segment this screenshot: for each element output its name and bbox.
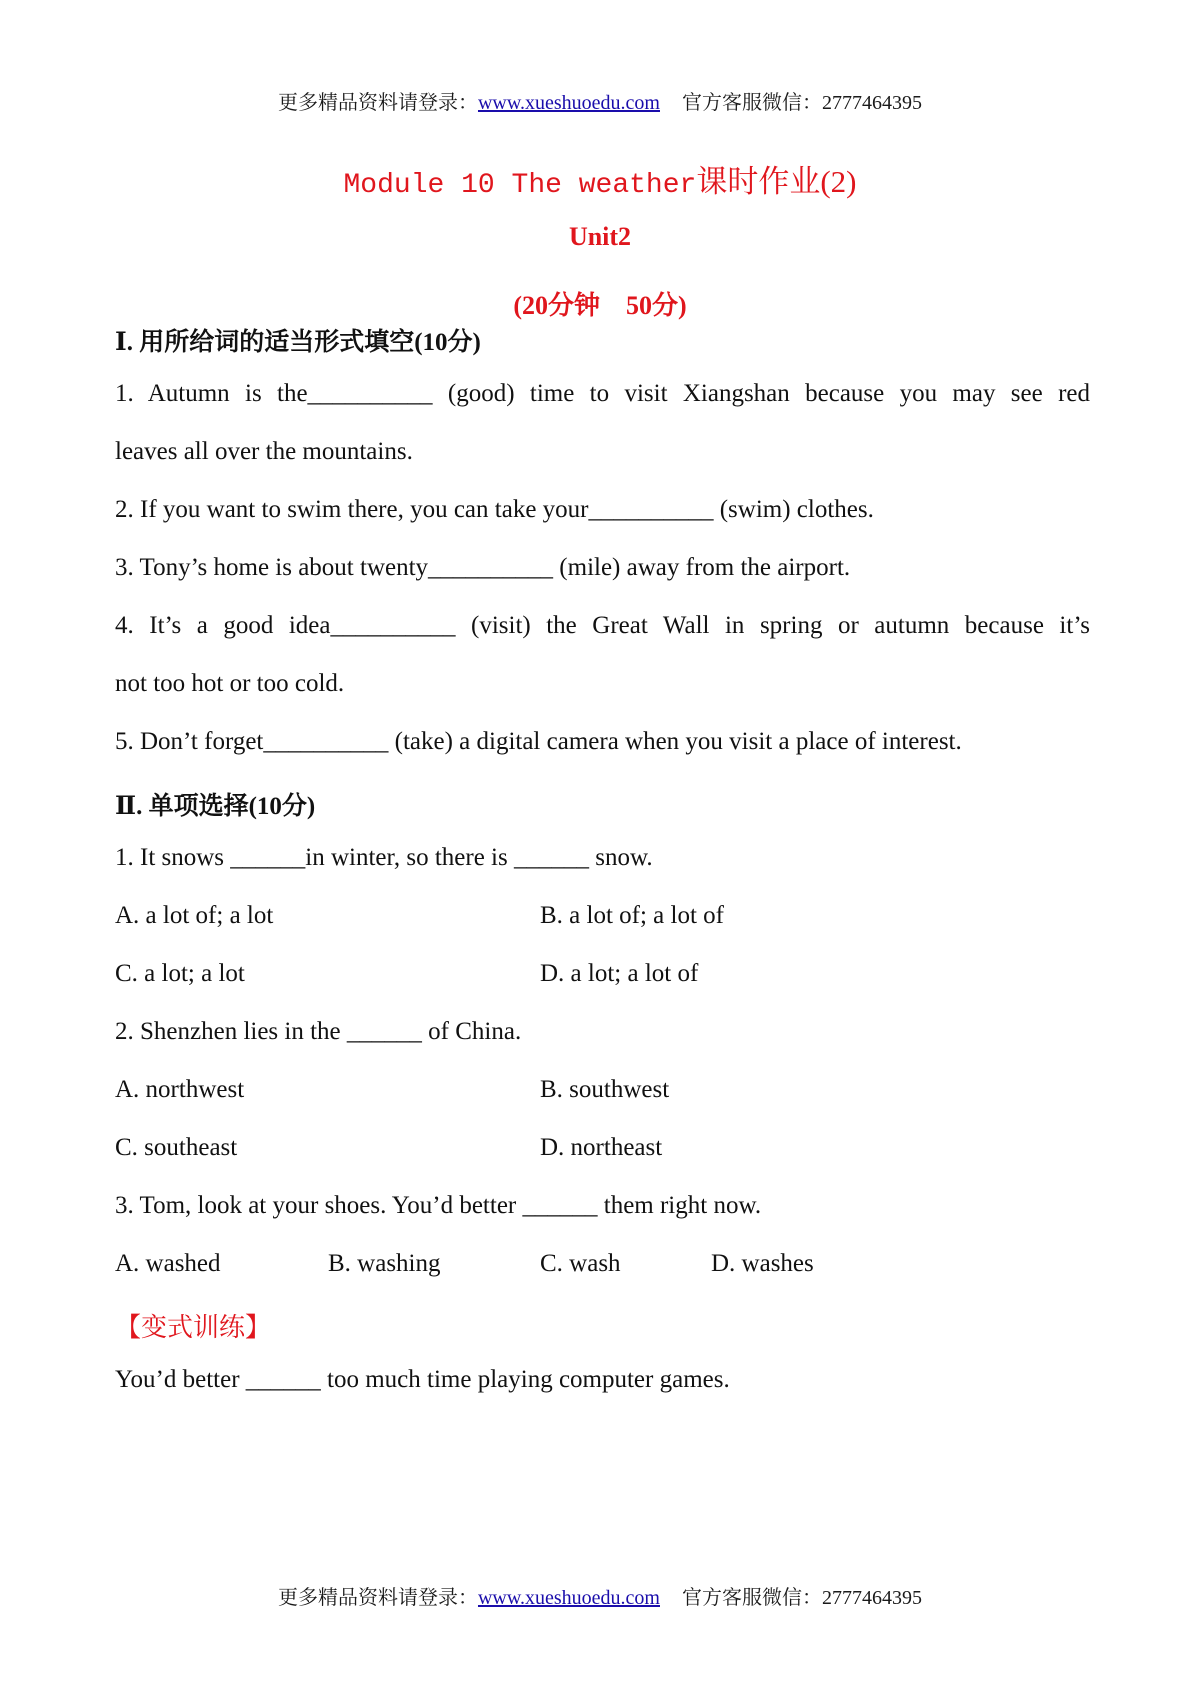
q3-option-a: A. washed: [115, 1250, 221, 1277]
page-header: [0, 86, 1200, 115]
unit-label: Unit2: [568, 222, 632, 251]
variant-label: 【变式训练】: [115, 1313, 272, 1342]
section2-heading: Ⅱ. 单项选择(10分): [115, 793, 316, 820]
q3-option-b: B. washing: [328, 1250, 441, 1277]
header-prefix: 更多精品资料请登录：: [277, 92, 478, 114]
q3-option-c: C. wash: [540, 1250, 621, 1277]
s1-item-3: 3. Tony’s home is about twenty__________ (mile) away from the airport.: [115, 554, 851, 581]
q1-option-a: A. a lot of; a lot: [115, 902, 274, 929]
title-suffix: 课时作业(2): [696, 164, 857, 199]
q1-option-c: C. a lot; a lot: [115, 960, 245, 987]
s1-item-5: 5. Don’t forget__________ (take) a digital camera when you visit a place of interest.: [115, 728, 962, 755]
q1-stem: 1. It snows ______in winter, so there is ______ snow.: [115, 844, 653, 871]
footer-link[interactable]: www.xueshuoedu.com: [477, 1587, 660, 1609]
s1-item-1: 1. Autumn is the__________ (good) time to visit Xiangshan because you may see red: [115, 380, 1090, 407]
q2-option-b: B. southwest: [540, 1076, 670, 1103]
header-link[interactable]: www.xueshuoedu.com: [477, 92, 660, 114]
s1-item-4: 4. It’s a good idea__________ (visit) the Great Wall in spring or autumn because it’s: [115, 612, 1090, 639]
page-title: [0, 156, 1200, 201]
s1-item-4-cont: not too hot or too cold.: [115, 670, 345, 697]
q3-stem: 3. Tom, look at your shoes. You’d better ______ them right now.: [115, 1192, 762, 1219]
q2-option-a: A. northwest: [115, 1076, 245, 1103]
footer-service: 官方客服微信：2777464395: [682, 1587, 922, 1609]
q2-stem: 2. Shenzhen lies in the ______ of China.: [115, 1018, 522, 1045]
q1-option-b: B. a lot of; a lot of: [540, 902, 724, 929]
title-module: Module 10 The weather: [343, 170, 697, 201]
footer-prefix: 更多精品资料请登录：: [277, 1587, 478, 1609]
q2-option-c: C. southeast: [115, 1134, 238, 1161]
s1-item-1-cont: leaves all over the mountains.: [115, 438, 413, 465]
q2-option-d: D. northeast: [540, 1134, 663, 1161]
page-footer: [0, 1581, 1200, 1610]
header-service: 官方客服微信：2777464395: [682, 92, 922, 114]
section1-heading: Ⅰ. 用所给词的适当形式填空(10分): [115, 329, 481, 356]
time-score: (20分钟 50分): [513, 291, 687, 320]
variant-stem: You’d better ______ too much time playing computer games.: [115, 1366, 730, 1393]
s1-item-2: 2. If you want to swim there, you can take your__________ (swim) clothes.: [115, 496, 874, 523]
q3-option-d: D. washes: [711, 1250, 814, 1277]
q1-option-d: D. a lot; a lot of: [540, 960, 699, 987]
